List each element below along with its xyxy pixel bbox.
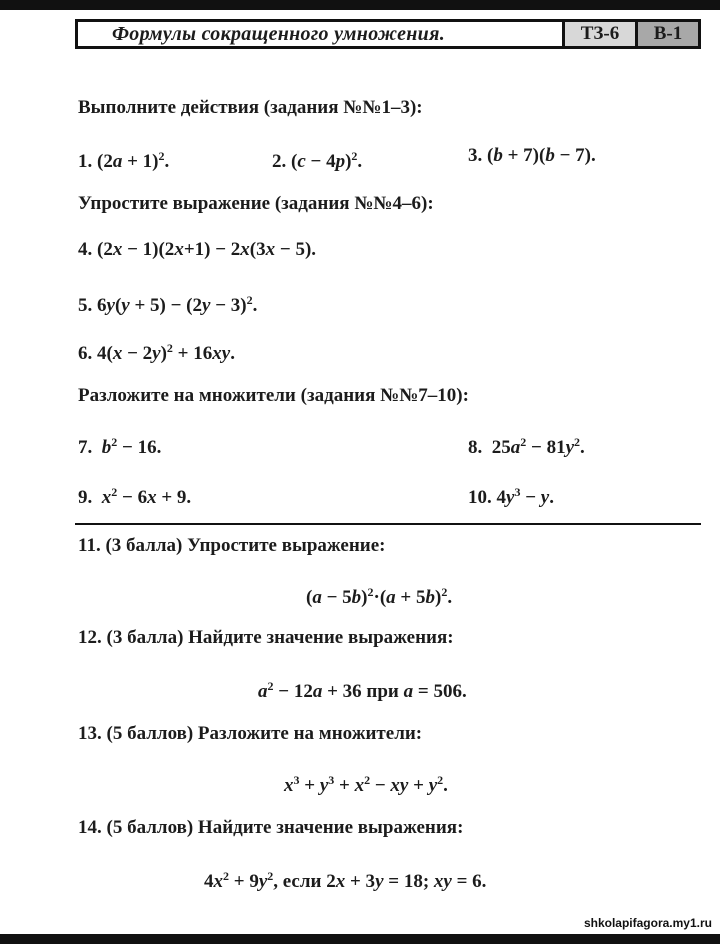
task-number: 6.	[78, 343, 93, 364]
section-divider	[75, 523, 701, 525]
top-border	[0, 0, 720, 10]
task-4: 4. (2x − 1)(2x+1) − 2x(3x − 5).	[78, 239, 317, 260]
task-number: 8.	[468, 437, 483, 458]
task-11-heading: 11. (3 балла) Упростите выражение:	[78, 535, 386, 556]
task-8: 8. $25a^2 - 81y^2$.	[468, 435, 585, 458]
worksheet-header	[75, 19, 701, 49]
task-6: 6. $4(x - 2y)^2 + 16xy$.	[78, 341, 235, 364]
task-13-heading: 13. (5 баллов) Разложите на множители:	[78, 723, 423, 744]
task-number: 7.	[78, 437, 93, 458]
worksheet-title: Формулы сокращенного умножения.	[112, 22, 446, 45]
task-3: 3. (b + 7)(b − 7).	[468, 145, 596, 166]
task-number: 9.	[78, 487, 93, 508]
section-heading-factor: Разложите на множители (задания №№7–10):	[78, 385, 469, 406]
task-12-expression: $a^2 - 12a + 36$ при a = 506.	[258, 679, 467, 702]
task-12-heading: 12. (3 балла) Найдите значение выражения:	[78, 627, 454, 648]
task-14-heading: 14. (5 баллов) Найдите значение выражения:	[78, 817, 464, 838]
section-heading-actions: Выполните действия (задания №№1–3):	[78, 97, 423, 118]
word-pri: при	[366, 681, 399, 702]
word-esli: если	[282, 871, 322, 892]
task-9: 9. $x^2 - 6x + 9$.	[78, 485, 192, 508]
task-number: 10.	[468, 487, 492, 508]
bottom-border	[0, 934, 720, 944]
task-number: 4.	[78, 239, 93, 260]
task-10: 10. $4y^3 - y$.	[468, 485, 554, 508]
task-13-expression: $x^3 + y^3 + x^2$ − xy + $y^2$.	[284, 773, 448, 796]
source-watermark: shkolapifagora.my1.ru	[583, 916, 712, 930]
task-2: 2. $(c - 4p)^2$.	[272, 149, 363, 172]
section-heading-simplify: Упростите выражение (задания №№4–6):	[78, 193, 434, 214]
task-7: 7. $b^2 - 16$.	[78, 435, 162, 458]
task-14-expression: $4x^2 + 9y^2$, если 2x + 3y = 18; xy = 6.	[204, 869, 487, 892]
task-number: 5.	[78, 295, 93, 316]
variant-badge: В-1	[635, 22, 698, 46]
task-11-expression: $(a - 5b)^2\cdot(a + 5b)^2$.	[306, 585, 453, 608]
task-number: 3.	[468, 145, 483, 166]
task-number: 1.	[78, 151, 93, 172]
task-number: 2.	[272, 151, 287, 172]
task-1: 1. $(2a + 1)^2$.	[78, 149, 170, 172]
task-5: 5. $6y(y + 5) - (2y - 3)^2$.	[78, 293, 258, 316]
test-code-badge: ТЗ-6	[562, 22, 635, 46]
